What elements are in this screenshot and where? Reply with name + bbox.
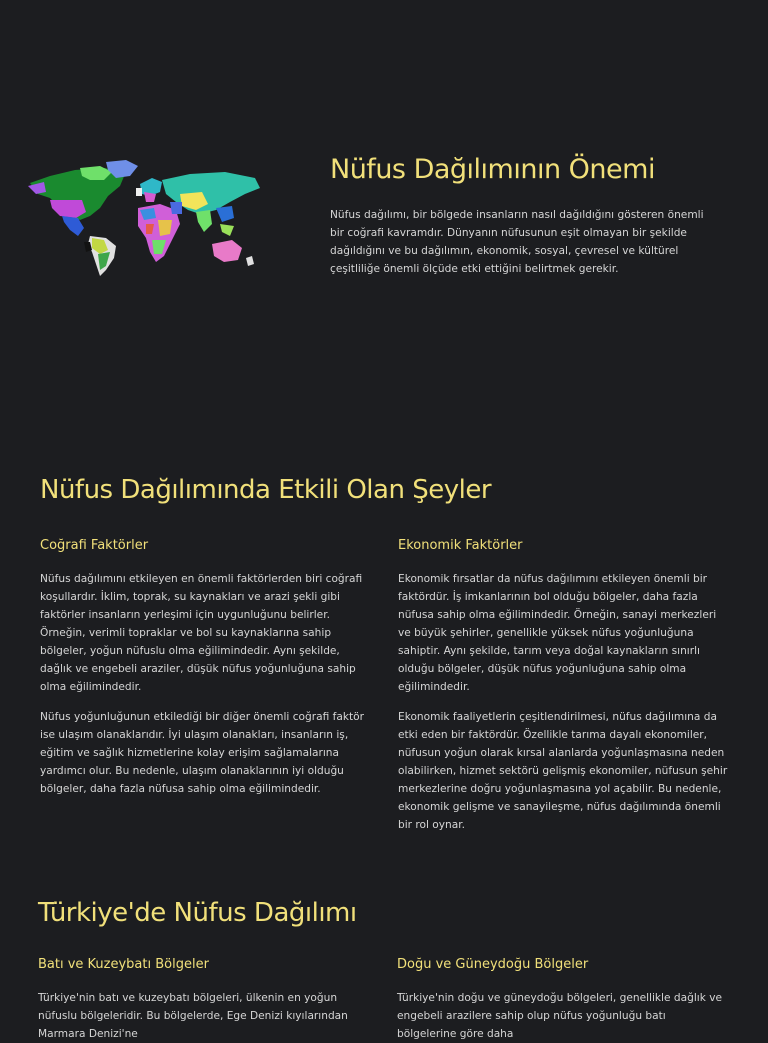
hero-section — [0, 150, 768, 290]
west-regions-column — [38, 955, 368, 1043]
economic-factors-heading: Ekonomik Faktörler — [398, 538, 523, 553]
hero-text — [330, 150, 720, 278]
geographic-factors-paragraph-2: Nüfus yoğunluğunun etkilediği bir diğer önemli coğrafi faktör ise ulaşım olanaklarıdır. İyi ulaşım olanakları, insanların iş, eğitim ve sağlık hizmetlerine kolay erişim sağlamalarına yardımcı olur. Bu nedenle, ulaşım olanaklarının iyi olduğu bölgeler, daha fazla nüfusa sahip olma eğilimindedir. — [40, 711, 364, 795]
factors-title: Nüfus Dağılımında Etkili Olan Şeyler — [40, 475, 492, 505]
economic-factors-column — [398, 536, 728, 834]
geographic-factors-heading: Coğrafi Faktörler — [40, 538, 149, 553]
hero-paragraph: Nüfus dağılımı, bir bölgede insanların nasıl dağıldığını gösteren önemli bir coğrafi kavramdır. Dünyanın nüfusunun eşit olmayan bir şekilde dağıldığını ve bu dağılımın, ekonomik, sosyal, çevresel ve kültürel çeşitliliğe önemli ölçüde etki ettiğini belirtmek gerekir. — [330, 209, 704, 275]
east-regions-heading: Doğu ve Güneydoğu Bölgeler — [397, 957, 589, 972]
economic-factors-paragraph-2: Ekonomik faaliyetlerin çeşitlendirilmesi, nüfus dağılımına da etki eden bir faktördür. Özellikle tarıma dayalı ekonomiler, nüfusun yoğun olarak kırsal alanlarda yoğunlaşmasına neden olabilirken, hizmet sektörü gelişmiş ekonomiler, nüfusun şehir merkezlerine doğru yoğunlaşmasına yol açabilir. Bu nedenle, ekonomik gelişme ve sanayileşme, nüfus dağılımında önemli bir rol oynar. — [398, 711, 728, 831]
world-map-image — [20, 158, 265, 280]
geographic-factors-paragraph-1: Nüfus dağılımını etkileyen en önemli faktörlerden biri coğrafi koşullardır. İklim, toprak, su kaynakları ve arazi şekli gibi faktörler insanların yerleşimi için uygunluğunu belirler. Örneğin, verimli topraklar ve bol su kaynaklarına sahip bölgeler, yoğun nüfuslu olma eğilimindedir. Aynı şekilde, dağlık ve engebeli araziler, düşük nüfus yoğunluğuna sahip olma eğilimindedir. — [40, 573, 363, 693]
turkey-title: Türkiye'de Nüfus Dağılımı — [38, 898, 357, 928]
hero-title: Nüfus Dağılımının Önemi — [330, 154, 655, 185]
east-regions-column — [397, 955, 727, 1043]
west-regions-heading: Batı ve Kuzeybatı Bölgeler — [38, 957, 209, 972]
east-regions-paragraph: Türkiye'nin doğu ve güneydoğu bölgeleri, genellikle dağlık ve engebeli arazilere sahip olup nüfus yoğunluğu batı bölgelerine göre daha — [397, 992, 722, 1040]
west-regions-paragraph: Türkiye'nin batı ve kuzeybatı bölgeleri, ülkenin en yoğun nüfuslu bölgeleridir. Bu bölgelerde, Ege Denizi kıyılarından Marmara Denizi'ne — [38, 992, 348, 1040]
geographic-factors-column — [40, 536, 370, 798]
economic-factors-paragraph-1: Ekonomik fırsatlar da nüfus dağılımını etkileyen önemli bir faktördür. İş imkanlarının bol olduğu bölgeler, daha fazla nüfusa sahip olma eğilimindedir. Örneğin, sanayi merkezleri ve büyük şehirler, genellikle yüksek nüfus yoğunluğuna sahiptir. Aynı şekilde, tarım veya doğal kaynakların sınırlı olduğu bölgeler, düşük nüfus yoğunluğuna sahip olma eğilimindedir. — [398, 573, 717, 693]
